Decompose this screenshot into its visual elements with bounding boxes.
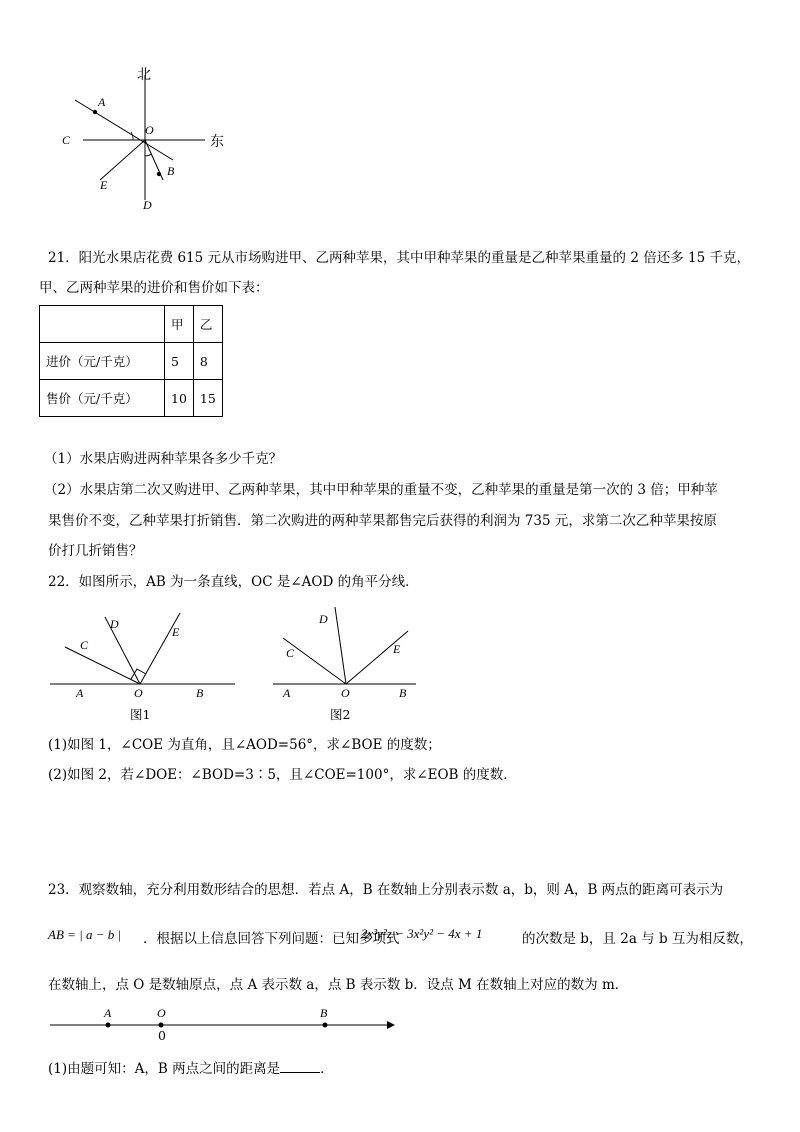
label-d: D (143, 198, 152, 212)
q21-part2-line1: （2）水果店第二次又购进甲、乙两种苹果，其中甲种苹果的重量不变，乙种苹果的重量是第一次的 3 倍；甲种苹 (44, 482, 718, 498)
axis-arrow-icon (387, 1021, 395, 1029)
point-b (157, 172, 161, 176)
label-a: A (98, 95, 106, 109)
ray-oa (75, 100, 173, 160)
angle-arc-a (131, 132, 133, 140)
east-label: 东 (210, 134, 224, 150)
axis-label-b: B (320, 1006, 328, 1020)
table-cell: 15 (193, 380, 222, 417)
angle-arc-b (145, 154, 152, 156)
q21-part2-line3: 价打几折销售？ (48, 543, 143, 559)
axis-point-o (159, 1023, 164, 1028)
table-row (40, 343, 223, 380)
fig2-label-e: E (393, 642, 401, 656)
fig2-ray-oc (283, 638, 346, 684)
table-cell: 5 (165, 343, 194, 380)
fig2-caption: 图2 (330, 707, 351, 722)
table-header-row (40, 306, 223, 343)
q21-line2: 甲、乙两种苹果的进价和售价如下表： (39, 280, 269, 296)
q23-part1-text: (1)由题可知：A，B 两点之间的距离是 (48, 1061, 281, 1077)
table-header-jia: 甲 (165, 306, 194, 343)
q23-line2b: 的次数是 b，且 2a 与 b 互为相反数， (522, 931, 753, 947)
period: ． (320, 1061, 334, 1077)
axis-point-b (323, 1023, 328, 1028)
fig1-label-e: E (172, 625, 180, 639)
number-line (45, 1010, 400, 1040)
label-c: C (62, 133, 71, 147)
north-label: 北 (137, 67, 151, 83)
compass-figure (55, 60, 235, 220)
label-e: E (100, 178, 108, 192)
q23-line3: 在数轴上，点 O 是数轴原点，点 A 表示数 a，点 B 表示数 b．设点 M 在数轴上对应的数为 m． (48, 977, 629, 993)
q21-part1: （1）水果店购进两种苹果各多少千克？ (44, 451, 283, 467)
point-a (93, 110, 97, 114)
q22-part1: (1)如图 1，∠COE 为直角，且∠AOD=56°，求∠BOE 的度数； (48, 737, 441, 753)
fig2-label-a: A (283, 686, 291, 700)
q23-line1: 23．观察数轴，充分利用数形结合的思想．若点 A，B 在数轴上分别表示数 a，b，则 A，B 两点的距离可表示为 (48, 882, 724, 898)
axis-zero-label: 0 (158, 1028, 166, 1043)
ab-formula: AB = | a − b | (48, 927, 122, 942)
fig1-label-o: O (134, 686, 143, 700)
answer-blank (280, 1058, 320, 1073)
q21-part2-line2: 果售价不变，乙种苹果打折销售．第二次购进的两种苹果都售完后获得的利润为 735 元，求第二次乙种苹果按原 (48, 513, 717, 529)
label-o: O (145, 123, 154, 137)
q22-part2: (2)如图 2，若∠DOE：∠BOD=3∶5，且∠COE=100°，求∠EOB 的度数． (48, 767, 517, 783)
q23-line2a: ．根据以上信息回答下列问题：已知多项式 (143, 931, 400, 947)
polynomial: 2x³y²z − 3x²y² − 4x + 1 (361, 926, 483, 941)
fig1-label-b: B (196, 686, 204, 700)
fig1-label-a: A (76, 686, 84, 700)
fig1-diagram (45, 605, 245, 690)
fig1-ray-oe (140, 613, 180, 684)
table-header-yi: 乙 (193, 306, 222, 343)
fig1-caption: 图1 (130, 707, 151, 722)
axis-label-a: A (104, 1006, 112, 1020)
fig2-ray-oe (346, 631, 408, 684)
fig1-ray-oc (65, 647, 140, 684)
price-table (39, 305, 223, 417)
table-cell: 进价（元/千克） (40, 343, 165, 380)
axis-label-o: O (157, 1006, 166, 1020)
fig2-label-o: O (341, 686, 350, 700)
fig2-label-c: C (286, 646, 295, 660)
label-b: B (167, 164, 175, 178)
table-cell: 售价（元/千克） (40, 380, 165, 417)
fig2-ray-od (335, 607, 346, 684)
fig2-label-d: D (319, 612, 328, 626)
table-cell: 10 (165, 380, 194, 417)
fig1-label-c: C (80, 638, 89, 652)
table-cell: 8 (193, 343, 222, 380)
fig1-label-d: D (110, 617, 119, 631)
table-cell (40, 306, 165, 343)
fig2-label-b: B (399, 686, 407, 700)
q21-line1: 21．阳光水果店花费 615 元从市场购进甲、乙两种苹果，其中甲种苹果的重量是乙种苹果重量的 2 倍还多 15 千克， (48, 250, 750, 266)
q23-part1 (48, 1058, 334, 1079)
table-row (40, 380, 223, 417)
axis-point-a (106, 1023, 111, 1028)
q22-intro: 22．如图所示，AB 为一条直线，OC 是∠AOD 的角平分线． (48, 574, 419, 590)
ray-oe (100, 140, 145, 180)
